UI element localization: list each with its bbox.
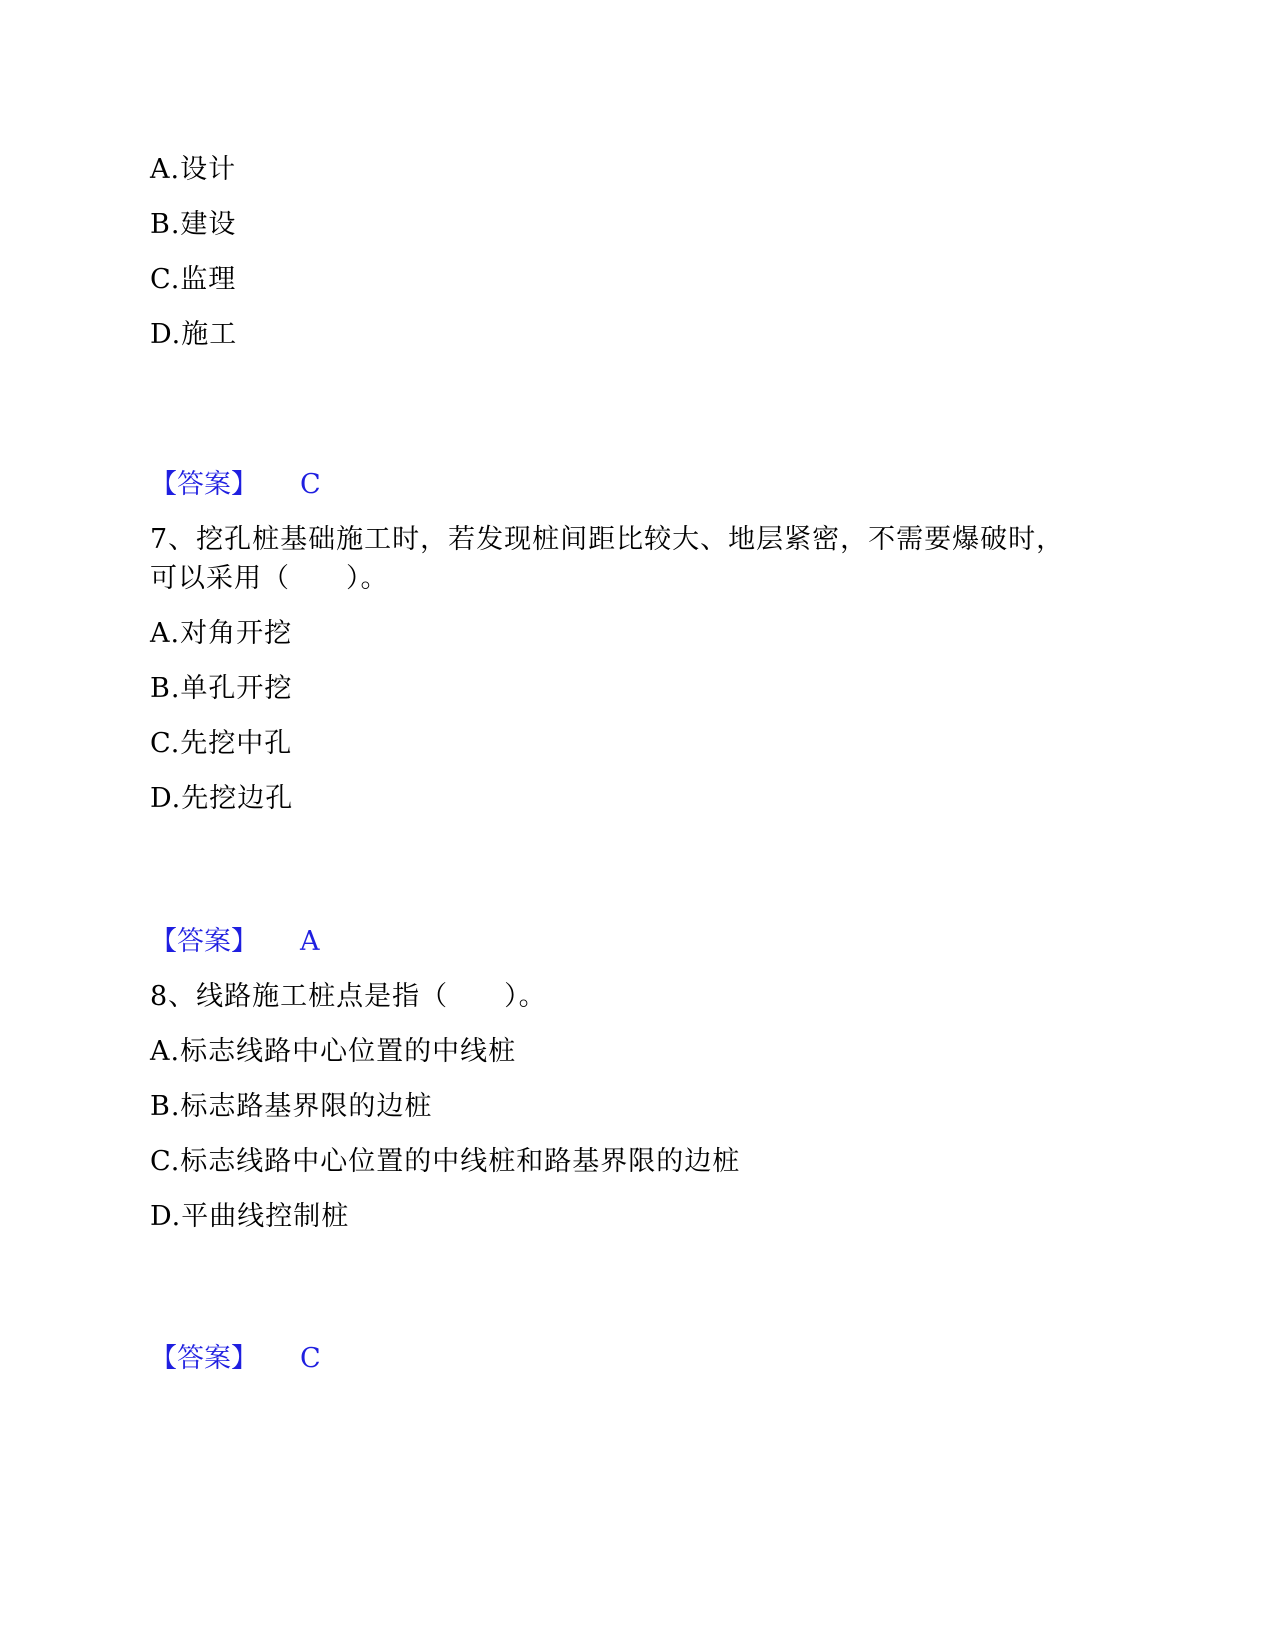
q7-option-a: A.对角开挖 [150,618,293,649]
q7-option-d: D.先挖边孔 [150,783,294,814]
q7-question-line1: 7、挖孔桩基础施工时，若发现桩间距比较大、地层紧密，不需要爆破时， [150,524,1065,555]
q8-option-d: D.平曲线控制桩 [150,1201,350,1232]
q6-answer-value: C [300,469,321,500]
q8-answer-label: 【答案】 [150,1343,258,1374]
q6-option-a: A.设计 [150,154,237,185]
q8-question-line1: 8、线路施工桩点是指（ ）。 [150,981,547,1012]
q8-option-a: A.标志线路中心位置的中线桩 [150,1036,517,1067]
q7-question-line2: 可以采用（ ）。 [150,563,389,594]
q7-option-c: C.先挖中孔 [150,728,293,759]
q7-answer [150,925,320,959]
q6-answer-label: 【答案】 [150,469,258,500]
q8-option-b: B.标志路基界限的边桩 [150,1091,433,1122]
q8-answer-value: C [300,1343,321,1374]
q6-answer [150,468,321,502]
q6-option-d: D.施工 [150,319,238,350]
q8-answer [150,1342,321,1376]
q7-answer-label: 【答案】 [150,926,258,957]
q8-option-c: C.标志线路中心位置的中线桩和路基界限的边桩 [150,1146,741,1177]
q7-answer-value: A [300,926,320,957]
q6-option-b: B.建设 [150,209,237,240]
q7-option-b: B.单孔开挖 [150,673,293,704]
q6-option-c: C.监理 [150,264,237,295]
